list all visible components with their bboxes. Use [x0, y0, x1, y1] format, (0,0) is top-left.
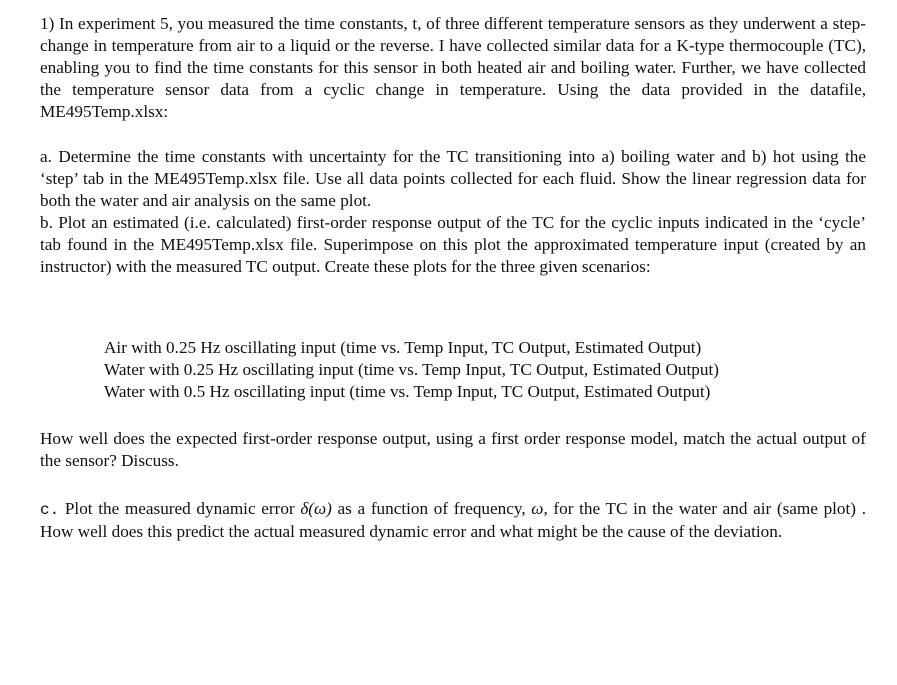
omega-symbol: ω — [531, 499, 544, 518]
dynamic-error-symbol: δ(ω) — [300, 499, 332, 518]
question-intro: 1) In experiment 5, you measured the time constants, t, of three different temperature sensors as they underwent a step-change in temperature from air to a liquid or the reverse. I have collected similar data for a K-type thermocouple (TC), enabling you to find the time constants for this sensor in both heated air and boiling water. Further, we have collected the temperature sensor data from a cyclic change in temperature. Using the data provided in the datafile, ME495Temp.xlsx: — [40, 14, 866, 121]
part-c-label: c. — [40, 501, 60, 519]
discussion-question: How well does the expected first-order response output, using a first order response model, match the actual output of the sensor? Discuss. — [40, 429, 866, 470]
part-b-text: b. Plot an estimated (i.e. calculated) first-order response output of the TC for the cyclic inputs indicated in the ‘cycle’ tab found in the ME495Temp.xlsx file. Superimpose on this plot the approximated temperature input (created by an instructor) with the measured TC output. Create these plots for the three given scenarios: — [40, 213, 866, 276]
part-c-text — [40, 498, 866, 543]
part-c-before: Plot the measured dynamic error — [59, 499, 301, 518]
scenario-item: Water with 0.25 Hz oscillating input (time vs. Temp Input, TC Output, Estimated Output) — [104, 360, 719, 379]
part-a-text: a. Determine the time constants with uncertainty for the TC transitioning into a) boiling water and b) hot using the ‘step’ tab in the ME495Temp.xlsx file. Use all data points collected for each fluid. Show the linear regression data for both the water and air analysis on the same plot. — [40, 147, 866, 210]
scenario-item: Water with 0.5 Hz oscillating input (time vs. Temp Input, TC Output, Estimated Output) — [104, 382, 711, 401]
part-c-after: , for the TC in the water and air (same plot) . How well does this predict the actual measured dynamic error and what might be the cause of the deviation. — [40, 499, 866, 541]
scenario-item: Air with 0.25 Hz oscillating input (time vs. Temp Input, TC Output, Estimated Output) — [104, 338, 702, 357]
part-c-middle: as a function of frequency, — [331, 499, 532, 518]
